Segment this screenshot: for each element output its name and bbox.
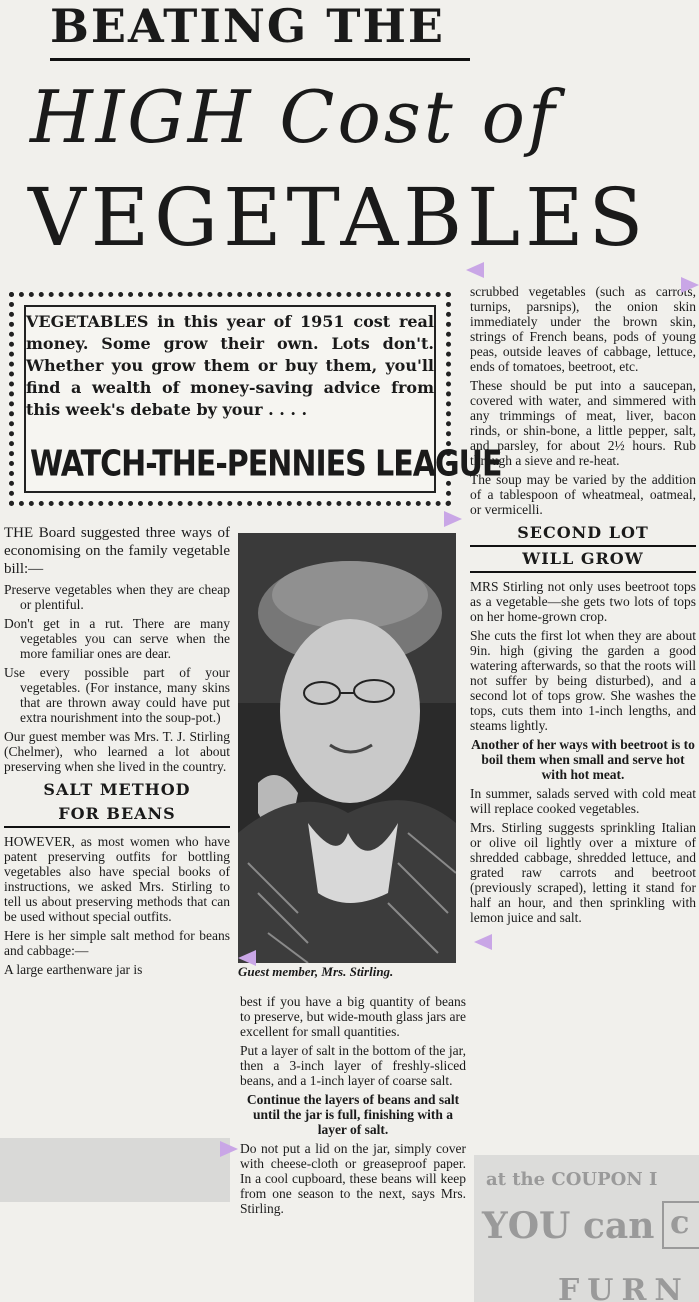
col2-paragraph-2: Put a layer of salt in the bottom of the jar, then a 3-inch layer of freshly-sliced beans, and a 1-inch layer of coarse salt. <box>240 1043 466 1088</box>
marker-left-arrow-1[interactable] <box>466 262 484 278</box>
col3-paragraph-6: Another of her ways with beetroot is to boil them when small and serve hot with hot meat. <box>471 737 695 782</box>
league-title: WATCH-THE-PENNIES LEAGUE <box>30 443 502 485</box>
ad-line-3: FURN <box>558 1273 690 1302</box>
coupon-ad <box>474 1155 699 1302</box>
col3-paragraph-3: The soup may be varied by the addition of a tablespoon of wheatmeal, oatmeal, or vermicelli. <box>470 472 696 517</box>
portrait-illustration <box>238 533 456 963</box>
col3-paragraph-4: MRS Stirling not only uses beetroot tops as a vegetable—she gets two lots of tops on her home-grown crop. <box>470 579 696 624</box>
gray-block <box>0 1138 230 1202</box>
col1-paragraph-2: Here is her simple salt method for beans and cabbage:— <box>4 928 230 958</box>
col2-paragraph-3: Continue the layers of beans and salt until the jar is full, finishing with a layer of salt. <box>246 1092 460 1137</box>
col3-subhead-line-2: WILL GROW <box>470 547 696 573</box>
ad-box: c <box>662 1201 699 1249</box>
col1-point-1: Preserve vegetables when they are cheap or plentiful. <box>4 582 230 612</box>
col1-paragraph-1: HOWEVER, as most women who have patent preserving outfits for bottling vegetables also have special books of instructions, we asked Mrs. Stirling to tell us about preserving methods that can be used without special outfits. <box>4 834 230 924</box>
marker-right-arrow-2[interactable] <box>444 511 462 527</box>
marker-left-arrow-2[interactable] <box>238 950 256 966</box>
col3-subhead-line-1: SECOND LOT <box>470 521 696 547</box>
ad-line-2: YOU can <box>482 1205 655 1247</box>
col3-subhead <box>470 521 696 573</box>
col1-lead: THE Board suggested three ways of economising on the family vegetable bill:— <box>4 525 230 577</box>
col1-subhead-line-2: FOR BEANS <box>4 802 230 828</box>
col3-paragraph-5: She cuts the first lot when they are about 9in. high (giving the garden a good watering afterwards, so that the roots will not suffer by being disturbed), and a second lot of tops grow. She washes the tops, cuts them into 1-inch lengths, and steams lightly. <box>470 628 696 733</box>
col1-point-3: Use every possible part of your vegetables. (For instance, many skins that are thrown away could have put extra nourishment into the soup-pot.) <box>4 665 230 725</box>
column-1 <box>4 524 230 981</box>
col3-paragraph-7: In summer, salads served with cold meat will replace cooked vegetables. <box>470 786 696 816</box>
col1-point-2: Don't get in a rut. There are many vegetables you can serve when the more familiar ones are dear. <box>4 616 230 661</box>
marker-right-arrow-3[interactable] <box>220 1141 238 1157</box>
col1-paragraph-3: A large earthenware jar is <box>4 962 143 977</box>
col1-subhead-line-1: SALT METHOD <box>43 780 191 799</box>
col3-paragraph-2: These should be put into a saucepan, covered with water, and simmered with any trimmings of meat, liver, bacon rinds, or shin-bone, a little pepper, salt, and parsley, for about 2½ hours. Rub through a sieve and re-heat. <box>470 378 696 468</box>
col1-guest: Our guest member was Mrs. T. J. Stirling (Chelmer), who learned a lot about preserving when she lived in the country. <box>4 729 230 774</box>
col3-paragraph-8: Mrs. Stirling suggests sprinkling Italian or olive oil lightly over a mixture of shredded cabbage, shredded lettuce, and grated raw carrots and beetroot (previously scraped), letting it stand for half an hour, and then sprinkling with lemon juice and salt. <box>470 820 696 925</box>
intro-box <box>9 292 502 506</box>
intro-text: VEGETABLES in this year of 1951 cost real money. Some grow their own. Lots don't. Whether you grow them or buy them, you'll find a wealth of money-saving advice from this week's debate by your . . . . <box>26 312 434 419</box>
photo-caption: Guest member, Mrs. Stirling. <box>238 964 394 979</box>
column-3 <box>470 284 696 929</box>
col2-paragraph-1: best if you have a big quantity of beans to preserve, but wide-mouth glass jars are excellent for small quantities. <box>240 994 466 1039</box>
marker-right-arrow-1[interactable] <box>681 277 699 293</box>
column-2 <box>240 994 466 1220</box>
headline-line-2: VEGETABLES <box>28 171 649 264</box>
col2-paragraph-4: Do not put a lid on the jar, simply cover with cheese-cloth or greaseproof paper. In a cool cupboard, these beans will keep from one season to the next, says Mrs. Stirling. <box>240 1141 466 1216</box>
ad-line-1: at the COUPON I <box>486 1169 658 1190</box>
headline-line-1: HIGH Cost of <box>30 75 558 159</box>
col1-subhead <box>4 778 230 828</box>
marker-left-arrow-3[interactable] <box>474 934 492 950</box>
headline-kicker: BEATING THE <box>50 0 470 61</box>
col3-paragraph-1: scrubbed vegetables (such as carrots, turnips, parsnips), the onion skin immediately under the brown skin, strings of French beans, pods of young peas, outside leaves of cabbage, lettuce, ends of tomatoes, beetroot, etc. <box>470 284 696 374</box>
guest-photo <box>238 533 456 963</box>
